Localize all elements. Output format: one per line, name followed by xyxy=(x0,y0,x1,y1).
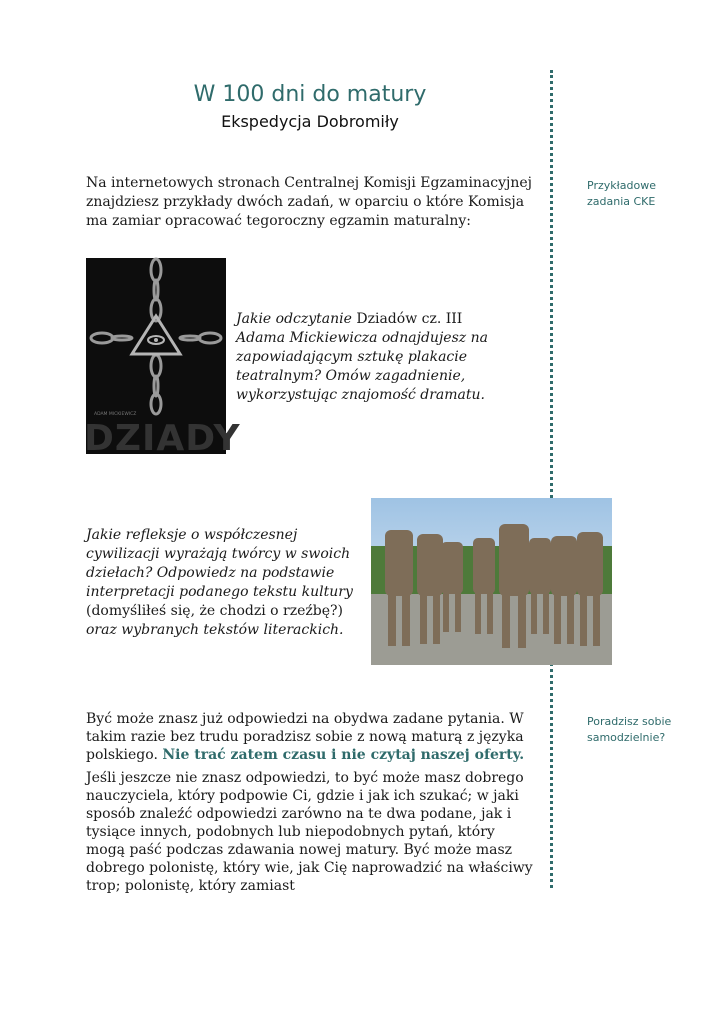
para1-accent: Nie trać zatem czasu i nie czytaj naszej oferty. xyxy=(162,747,525,763)
task2-text-b: (domyśliłeś się, że chodzi o rzeźbę?) xyxy=(86,603,343,619)
poster-title-text: DZIADY xyxy=(84,418,241,459)
task1-question xyxy=(236,310,506,405)
task1-text-b: Dziadów cz. III xyxy=(356,311,463,327)
para1-text: Być może znasz już odpowiedzi na obydwa zadane pytania. W takim razie bez trudu poradzisz sobie z nową maturą z języka polskiego. xyxy=(86,711,524,763)
poster-author-text: ADAM MICKIEWICZ xyxy=(94,412,137,417)
task1-text-a: Jakie odczytanie xyxy=(236,311,357,327)
side-note-cke: Przykładowe zadania CKE xyxy=(587,179,656,208)
task1-text-c: Adama Mickiewicza odnajdujesz na zapowiadającym sztukę plakacie teatralnym? Omów zagadnienie, wykorzystując znajomość dramatu. xyxy=(236,330,488,403)
side-note-self: Poradzisz sobie samodzielnie? xyxy=(587,715,672,744)
task2-text-c: oraz wybranych tekstów literackich. xyxy=(86,622,344,638)
task2-text-a: Jakie refleksje o współczesnej cywilizacji wyrażają twórcy w swoich dziełach? Odpowiedz na podstawie interpretacji podanego tekstu kultury xyxy=(86,527,353,600)
page-title: W 100 dni do matury xyxy=(193,82,427,107)
page-subtitle: Ekspedycja Dobromiły xyxy=(221,112,399,131)
task2-question xyxy=(86,526,366,640)
dotted-divider xyxy=(550,70,553,888)
dziady-poster-image xyxy=(84,258,241,459)
paragraph-answer-unknown: Jeśli jeszcze nie znasz odpowiedzi, to być może masz dobrego nauczyciela, który podpowie Ci, gdzie i jak ich szukać; w jaki sposób znaleźć odpowiedzi zarówno na te dwa podane, jak i tysiące innych, podobnych lub niepodobnych pytań, który mogą paść podczas zdawania nowej matury. Być może masz dobrego polonistę, który wie, jak Cię naprowadzić na właściwy trop; polonistę, który zamiast xyxy=(86,770,533,894)
sculpture-photo-image xyxy=(371,498,612,665)
intro-paragraph: Na internetowych stronach Centralnej Komisji Egzaminacyjnej znajdziesz przykłady dwóch zadań, w oparciu o które Komisja ma zamiar opracować tegoroczny egzamin maturalny: xyxy=(86,175,533,229)
paragraph-answer-known xyxy=(86,710,536,764)
